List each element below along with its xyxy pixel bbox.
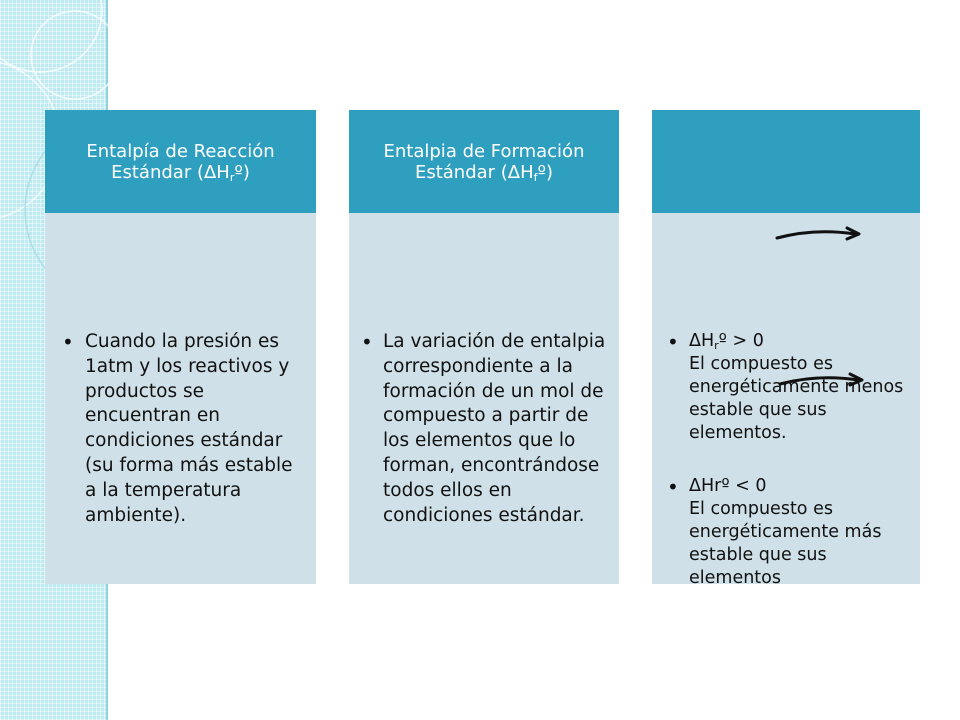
column-header [349,110,619,213]
column-header [652,110,920,213]
enthalpy-symbol: ΔHrº [689,476,730,496]
column-reaction-enthalpy [45,110,316,584]
condition-negative [689,475,914,590]
condition-value: º > 0 [718,331,764,351]
enthalpy-symbol: ΔH [689,331,715,351]
column-body [45,213,316,584]
bullet: • [667,475,679,499]
header-text: Entalpía de Reacción Estándar (ΔH [86,140,275,183]
column-enthalpy-sign [652,110,920,588]
enthalpy-subscript: r [714,339,719,352]
column-header [45,110,316,213]
bullet: • [62,330,74,354]
condition-description: El compuesto es energéticamente menos estable que sus elementos. [689,354,904,443]
column-body-text: Cuando la presión es 1atm y los reactivos y productos se encuentran en condiciones estándar (su forma más estable a la temperatura ambiente). [85,331,293,526]
header-subscript: f [533,170,538,184]
header-tail: º) [537,161,554,183]
arrow-right-icon [775,226,865,246]
header-tail: º) [234,161,250,183]
condition-description: El compuesto es energéticamente más estable que sus elementos [689,499,882,588]
column-body [652,213,920,588]
column-body-text: La variación de entalpia correspondiente a la formación de un mol de compuesto a partir de los elementos que lo forman, encontrándose todos ellos en condiciones estándar. [383,331,606,526]
bullet: • [667,330,679,354]
arrow-right-icon [778,372,868,392]
column-formation-enthalpy [349,110,619,584]
header-subscript: r [229,170,235,184]
condition-value: < 0 [729,476,767,496]
column-body [349,213,619,584]
bullet: • [361,330,373,354]
header-text: Entalpia de Formación Estándar (ΔH [383,140,585,183]
